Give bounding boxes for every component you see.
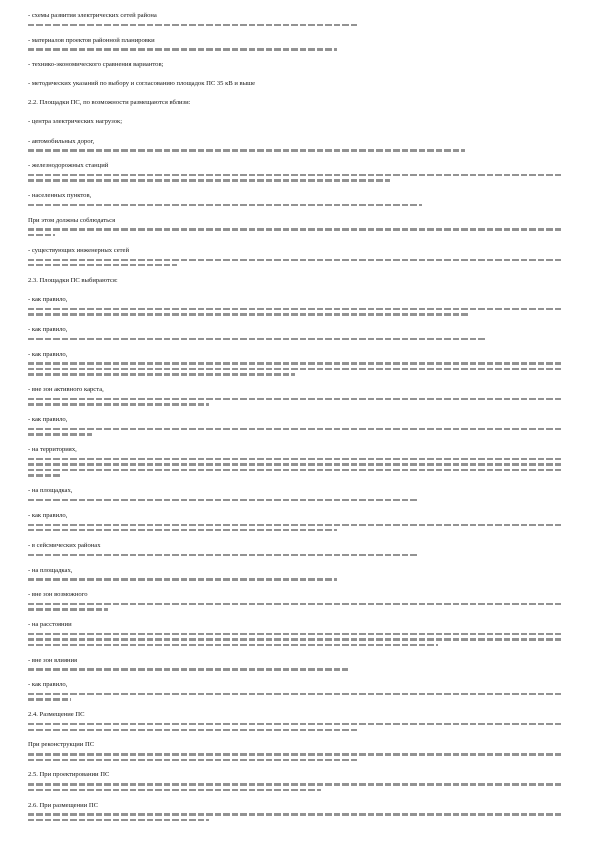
text-line xyxy=(28,313,470,315)
text-line xyxy=(28,524,561,526)
paragraph xyxy=(28,326,561,340)
paragraph xyxy=(28,512,561,532)
paragraph xyxy=(28,567,561,581)
paragraph xyxy=(28,741,561,761)
paragraph-text: - как правило, xyxy=(28,295,68,303)
paragraph xyxy=(28,277,561,286)
text-line xyxy=(28,308,561,310)
paragraph xyxy=(28,296,561,316)
paragraph-text: - автомобильных дорог, xyxy=(28,137,95,145)
paragraph-text: - как правило, xyxy=(28,416,68,424)
paragraph-text: - технико-экономического сравнения вариантов; xyxy=(28,61,164,69)
text-line xyxy=(28,693,561,695)
text-line xyxy=(28,723,561,725)
paragraph xyxy=(28,118,561,127)
text-line xyxy=(28,729,358,731)
paragraph-text: - существующих инженерных сетей xyxy=(28,246,129,254)
text-line xyxy=(28,264,177,266)
paragraph-text: - на площадках, xyxy=(28,487,73,495)
text-line xyxy=(28,149,465,151)
text-line xyxy=(28,259,561,261)
paragraph xyxy=(28,247,561,267)
paragraph xyxy=(28,138,561,152)
text-line xyxy=(28,469,561,471)
paragraph-text: - как правило, xyxy=(28,511,68,519)
text-line xyxy=(28,463,561,465)
text-line xyxy=(28,373,295,375)
text-line xyxy=(28,668,348,670)
text-line xyxy=(28,174,561,176)
text-line xyxy=(28,499,417,501)
text-line xyxy=(28,638,561,640)
paragraph-text: 2.6. При размещении ПС xyxy=(28,801,99,809)
paragraph-text: - в сейсмических районах xyxy=(28,541,101,549)
paragraph-text: - методических указаний по выбору и согласованию площадок ПС 35 кВ и выше xyxy=(28,80,256,88)
paragraph-text: - на площадках, xyxy=(28,566,73,574)
text-line xyxy=(28,578,337,580)
paragraph-text: При реконструкции ПС xyxy=(28,741,95,749)
paragraph xyxy=(28,99,561,108)
text-line xyxy=(28,204,422,206)
paragraph xyxy=(28,487,561,501)
paragraph-text: - как правило, xyxy=(28,350,68,358)
paragraph-text: 2.5. При проектировании ПС xyxy=(28,771,110,779)
paragraph xyxy=(28,802,561,822)
paragraph-text: - населенных пунктов, xyxy=(28,192,92,200)
paragraph xyxy=(28,711,561,731)
paragraph xyxy=(28,386,561,406)
text-line xyxy=(28,608,108,610)
paragraph-text: - материалов проектов районной планировки xyxy=(28,36,155,44)
text-line xyxy=(28,48,337,50)
paragraph-text: - на расстоянии xyxy=(28,621,72,629)
text-line xyxy=(28,813,561,815)
text-line xyxy=(28,633,561,635)
paragraph-text: - железнодорожных станций xyxy=(28,162,109,170)
text-line xyxy=(28,529,337,531)
text-line xyxy=(28,338,486,340)
paragraph xyxy=(28,80,561,89)
text-line xyxy=(28,554,417,556)
paragraph xyxy=(28,621,561,646)
paragraph-text: - на территориях, xyxy=(28,446,77,454)
text-line xyxy=(28,753,561,755)
paragraph-text: - вне зон возможного xyxy=(28,591,88,599)
text-line xyxy=(28,644,438,646)
paragraph xyxy=(28,61,561,70)
text-line xyxy=(28,698,71,700)
text-line xyxy=(28,403,209,405)
paragraph xyxy=(28,37,561,51)
document-body xyxy=(28,12,561,821)
paragraph-text: - как правило, xyxy=(28,326,68,334)
paragraph-text: - вне зон влияния xyxy=(28,656,78,664)
text-line xyxy=(28,24,358,26)
text-line xyxy=(28,228,561,230)
text-line xyxy=(28,398,561,400)
text-line xyxy=(28,433,92,435)
paragraph xyxy=(28,192,561,206)
text-line xyxy=(28,234,55,236)
text-line xyxy=(28,819,209,821)
text-line xyxy=(28,603,561,605)
text-line xyxy=(28,428,561,430)
paragraph-text: - как правило, xyxy=(28,681,68,689)
paragraph xyxy=(28,542,561,556)
paragraph xyxy=(28,591,561,611)
paragraph-text: - вне зон активного карста, xyxy=(28,386,104,394)
paragraph xyxy=(28,12,561,26)
text-line xyxy=(28,179,390,181)
text-line xyxy=(28,458,561,460)
text-line xyxy=(28,783,561,785)
paragraph xyxy=(28,217,561,237)
text-line xyxy=(28,362,561,364)
paragraph-text: 2.4. Размещение ПС xyxy=(28,711,85,719)
paragraph-text: 2.3. Площадки ПС выбираются: xyxy=(28,276,118,284)
paragraph xyxy=(28,771,561,791)
paragraph-text: 2.2. Площадки ПС, по возможности размещаются вблизи: xyxy=(28,99,191,107)
text-line xyxy=(28,474,60,476)
text-line xyxy=(28,789,321,791)
paragraph xyxy=(28,162,561,182)
paragraph xyxy=(28,351,561,376)
paragraph xyxy=(28,681,561,701)
paragraph-text: При этом должны соблюдаться xyxy=(28,216,116,224)
paragraph xyxy=(28,446,561,477)
paragraph-text: - центра электрических нагрузок; xyxy=(28,118,123,126)
text-line xyxy=(28,368,561,370)
paragraph xyxy=(28,416,561,436)
paragraph xyxy=(28,657,561,671)
paragraph-text: - схемы развития электрических сетей района xyxy=(28,12,157,19)
text-line xyxy=(28,759,358,761)
